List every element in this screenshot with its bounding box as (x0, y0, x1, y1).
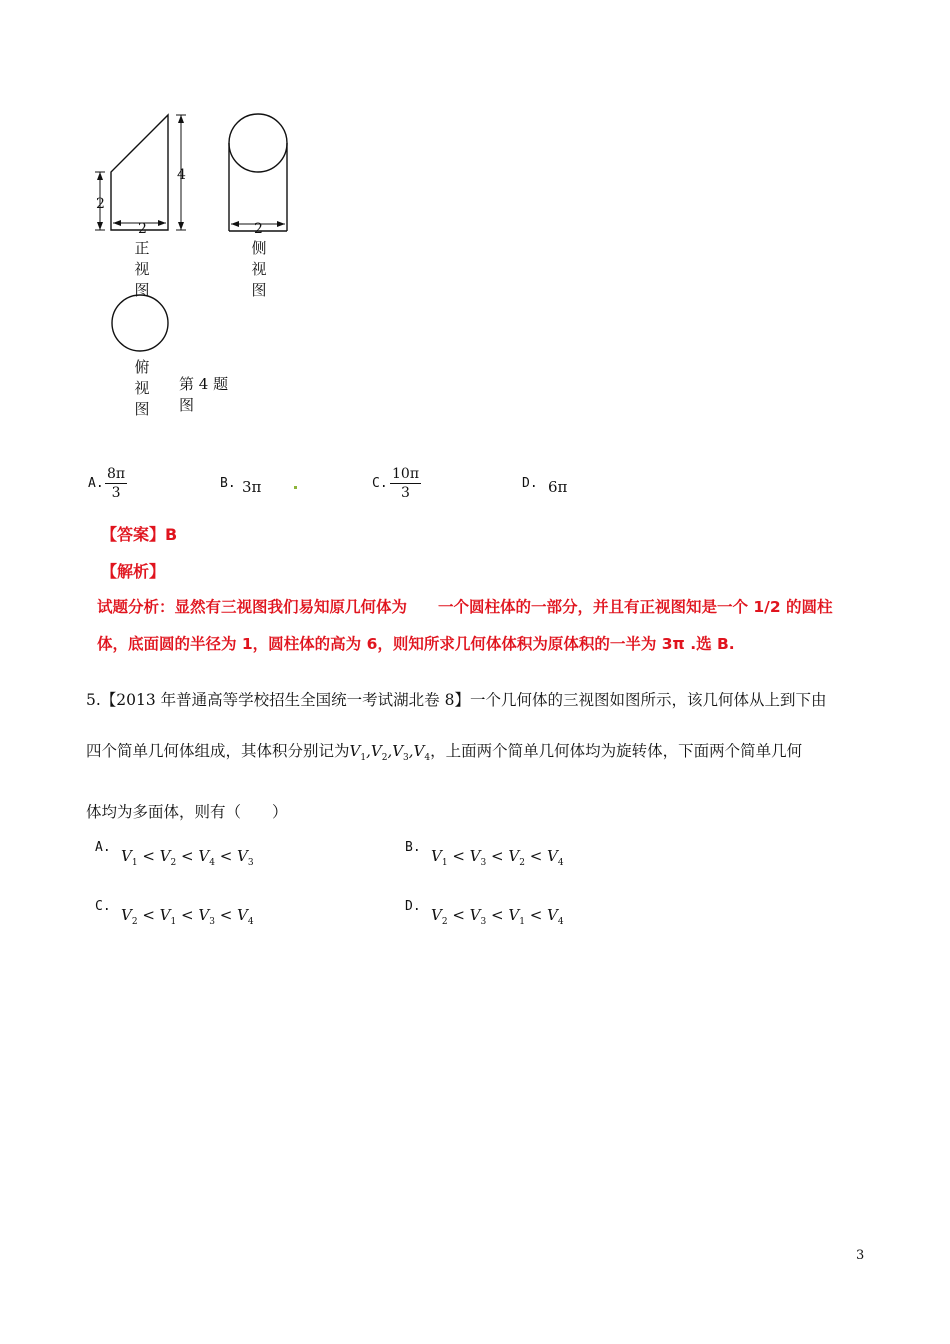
fraction-denominator: 3 (401, 485, 410, 501)
view-label-char: 俯 (134, 358, 150, 376)
q4-option-a-value (105, 465, 127, 502)
subscript: 3 (247, 858, 254, 868)
arrow-head-icon (158, 220, 166, 226)
subscript: 2 (519, 858, 525, 868)
answer-heading: 【答案】B (101, 525, 178, 544)
front-left-height-label: 2 (96, 196, 105, 212)
side-view-circle (229, 114, 287, 172)
q5-option-b-value: $V_1 < V_3 < V_2 < V_4$ (431, 847, 564, 868)
side-width-label: 2 (254, 221, 263, 237)
subscript: 3 (480, 917, 487, 927)
view-label-char: 侧 (251, 239, 267, 257)
analysis-line-2: 体，底面圆的半径为 1，圆柱体的高为 6，则知所求几何体体积为原体积的一半为 3π .选 B. (97, 635, 735, 653)
subscript: 4 (247, 917, 254, 927)
q4-option-d-value: 6π (548, 478, 568, 496)
q4-option-c-letter: C. (372, 476, 388, 491)
q5-line-2-text: ，上面两个简单几何体均为旋转体，下面两个简单几何 (430, 742, 803, 760)
arrow-head-icon (113, 220, 121, 226)
view-label-char: 视 (134, 260, 150, 278)
q5-option-d-letter: D. (405, 899, 421, 914)
top-view-circle (112, 295, 168, 351)
subscript: 3 (209, 917, 215, 927)
subscript: 4 (557, 858, 564, 868)
subscript: 1 (519, 917, 525, 927)
q4-option-c-value (390, 465, 421, 502)
arrow-head-icon (97, 222, 103, 230)
q5-option-c-letter: C. (95, 899, 111, 914)
figure-caption-line: 第 4 题 (179, 375, 229, 393)
fraction-numerator: 10π (392, 466, 420, 482)
q5-option-d-value: $V_2 < V_3 < V_1 < V_4$ (431, 906, 564, 927)
q4-option-a-letter: A. (88, 476, 104, 491)
stray-mark (294, 486, 297, 489)
analysis-heading: 【解析】 (101, 562, 166, 581)
side-view-label (250, 238, 268, 301)
subscript: 2 (131, 917, 138, 927)
figure-caption-line: 图 (179, 396, 195, 414)
q4-option-b-letter: B. (220, 476, 236, 491)
front-width-label: 2 (138, 221, 147, 237)
front-right-height-label: 4 (177, 167, 186, 183)
q4-option-b-value: 3π (242, 478, 262, 496)
arrow-head-icon (178, 222, 184, 230)
view-label-char: 图 (251, 281, 267, 299)
q4-option-d-letter: D. (522, 476, 538, 491)
arrow-head-icon (231, 221, 239, 227)
view-label-char: 图 (134, 281, 150, 299)
subscript: 1 (441, 858, 448, 868)
subscript: 1 (131, 858, 138, 868)
subscript: 4 (557, 917, 564, 927)
subscript: 2 (441, 917, 448, 927)
view-label-char: 视 (251, 260, 267, 278)
page-number: 3 (856, 1248, 865, 1263)
q5-line-1: 5.【2013 年普通高等学校招生全国统一考试湖北卷 8】一个几何体的三视图如图所示，该几何体从上到下由 (86, 691, 827, 709)
q5-volume-list: $V_1,V_2,V_3,V_4$ (349, 742, 431, 763)
view-label-char: 视 (134, 379, 150, 397)
q5-line-2-text: 四个简单几何体组成，其体积分别记为 (86, 742, 350, 760)
subscript: 1 (170, 917, 177, 927)
q5-option-c-value: $V_2 < V_1 < V_3 < V_4$ (121, 906, 254, 927)
front-view-label (133, 238, 151, 301)
q5-option-a-value: $V_1 < V_2 < V_4 < V_3$ (121, 847, 254, 868)
subscript: 2 (170, 858, 177, 868)
front-view-shape (111, 115, 168, 230)
top-view-label (133, 357, 151, 420)
fraction-numerator: 8π (107, 466, 126, 482)
analysis-line-1: 试题分析：显然有三视图我们易知原几何体为 一个圆柱体的一部分，并且有正视图知是一个 1/2 的圆柱 (97, 598, 833, 616)
arrow-head-icon (178, 115, 184, 123)
view-label-char: 图 (134, 400, 150, 418)
q5-line-3: 体均为多面体，则有（ ） (86, 803, 288, 821)
subscript: 3 (480, 858, 487, 868)
subscript: 4 (209, 858, 215, 868)
q5-option-b-letter: B. (405, 840, 421, 855)
q5-option-a-letter: A. (95, 840, 111, 855)
fraction-denominator: 3 (111, 485, 121, 501)
figure-caption (179, 374, 228, 416)
arrow-head-icon (97, 172, 103, 180)
arrow-head-icon (277, 221, 285, 227)
view-label-char: 正 (134, 239, 150, 257)
q5-line-2 (86, 741, 802, 768)
